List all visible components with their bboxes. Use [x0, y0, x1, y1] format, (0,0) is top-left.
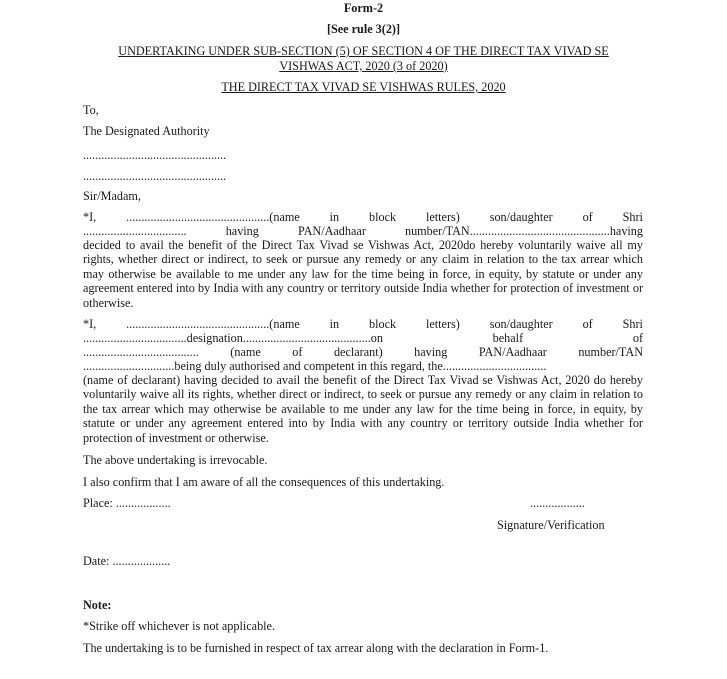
- para2-row4: ..............................being duly authorised and competent in this regard, the..................................: [83, 359, 547, 373]
- confirmation-statement: I also confirm that I am aware of all the consequences of this undertaking.: [83, 475, 445, 489]
- para2-r2-w0: ..................................designation..........................................on: [83, 331, 383, 345]
- note-title: Note:: [83, 598, 112, 612]
- rule-reference: [See rule 3(2)]: [326, 22, 401, 36]
- para2-r3-w2: of: [292, 345, 303, 359]
- address-blank-2: ...............................................: [83, 169, 227, 183]
- para2-row1: [83, 317, 643, 331]
- para2-w6: of: [582, 317, 593, 331]
- para1-w6: of: [582, 210, 593, 224]
- note-item-1: *Strike off whichever is not applicable.: [83, 619, 276, 633]
- para1-w2: in: [329, 210, 340, 224]
- para1-r2-w1: having: [225, 224, 259, 238]
- address-blank-1: ...............................................: [83, 148, 227, 162]
- signature-label: Signature/Verification: [497, 518, 605, 532]
- para1-w7: Shri: [622, 210, 643, 224]
- para1-w4: letters): [425, 210, 460, 224]
- place-field: Place: ..................: [83, 496, 171, 510]
- para2-r3-w0: ......................................: [83, 345, 199, 359]
- para1-w0: *I,: [83, 210, 97, 224]
- para2-r3-w4: having: [414, 345, 448, 359]
- note-item-2: The undertaking is to be furnished in respect of tax arrear along with the declaration in Form-1.: [83, 641, 549, 655]
- signature-blank: ..................: [530, 496, 585, 510]
- para2-w0: *I,: [83, 317, 97, 331]
- para1-body: decided to avail the benefit of the Direct Tax Vivad se Vishwas Act, 2020do hereby voluntarily waive all my rights, whether direct or indirect, to seek or pursue any remedy or any claim in relation to the tax arrear which may otherwise be available to me under any law for the time being in force, in equity, by statute or under any agreement entered into by India with any country or territory outside India whether for protection of investment or otherwise.: [83, 238, 643, 310]
- para2-r3-w3: declarant): [333, 345, 383, 359]
- para1-r2-w0: ..................................: [83, 224, 187, 238]
- para2-r2-w2: of: [632, 331, 643, 345]
- para2-body: (name of declarant) having decided to avail the benefit of the Direct Tax Vivad se Vishwas Act, 2020 do hereby voluntarily waive all its rights, whether direct or indirect, to seek or pursue any remedy or any claim in relation to the tax arrear which may otherwise be available to me under any law for the time being in force, in equity, by statute or under any agreement entered into by India with any country or territory outside India whether for protection of investment or otherwise.: [83, 373, 643, 445]
- para1-r2-w2: PAN/Aadhaar: [297, 224, 366, 238]
- undertaking-title-line2: VISHWAS ACT, 2020 (3 of 2020): [279, 59, 448, 73]
- para2-w3: block: [369, 317, 397, 331]
- para2-w4: letters): [425, 317, 460, 331]
- form-number: Form-2: [343, 1, 384, 15]
- to-label: To,: [83, 103, 99, 117]
- para1-w3: block: [369, 210, 397, 224]
- para2-r3-w1: (name: [230, 345, 261, 359]
- para2-w2: in: [329, 317, 340, 331]
- para1-row1: [83, 210, 643, 224]
- date-field: Date: ...................: [83, 554, 171, 568]
- para1-row2: [83, 224, 643, 238]
- irrevocable-statement: The above undertaking is irrevocable.: [83, 453, 268, 467]
- para2-w7: Shri: [622, 317, 643, 331]
- para2-row2: [83, 331, 643, 345]
- para2-w1: ...............................................(name: [126, 317, 300, 331]
- para1-r2-w3: number/TAN..............................................having: [404, 224, 643, 238]
- rules-title: THE DIRECT TAX VIVAD SE VISHWAS RULES, 2020: [221, 80, 506, 94]
- para2-row3: [83, 345, 643, 359]
- para2-r3-w5: PAN/Aadhaar: [478, 345, 547, 359]
- para1-w1: ...............................................(name: [126, 210, 300, 224]
- para2-r2-w1: behalf: [492, 331, 524, 345]
- para1-w5: son/daughter: [489, 210, 553, 224]
- para2-w5: son/daughter: [489, 317, 553, 331]
- undertaking-title-line1: UNDERTAKING UNDER SUB-SECTION (5) OF SECTION 4 OF THE DIRECT TAX VIVAD SE: [118, 44, 609, 58]
- salutation: Sir/Madam,: [83, 189, 141, 203]
- designated-authority: The Designated Authority: [83, 124, 210, 138]
- para2-r3-w6: number/TAN: [578, 345, 643, 359]
